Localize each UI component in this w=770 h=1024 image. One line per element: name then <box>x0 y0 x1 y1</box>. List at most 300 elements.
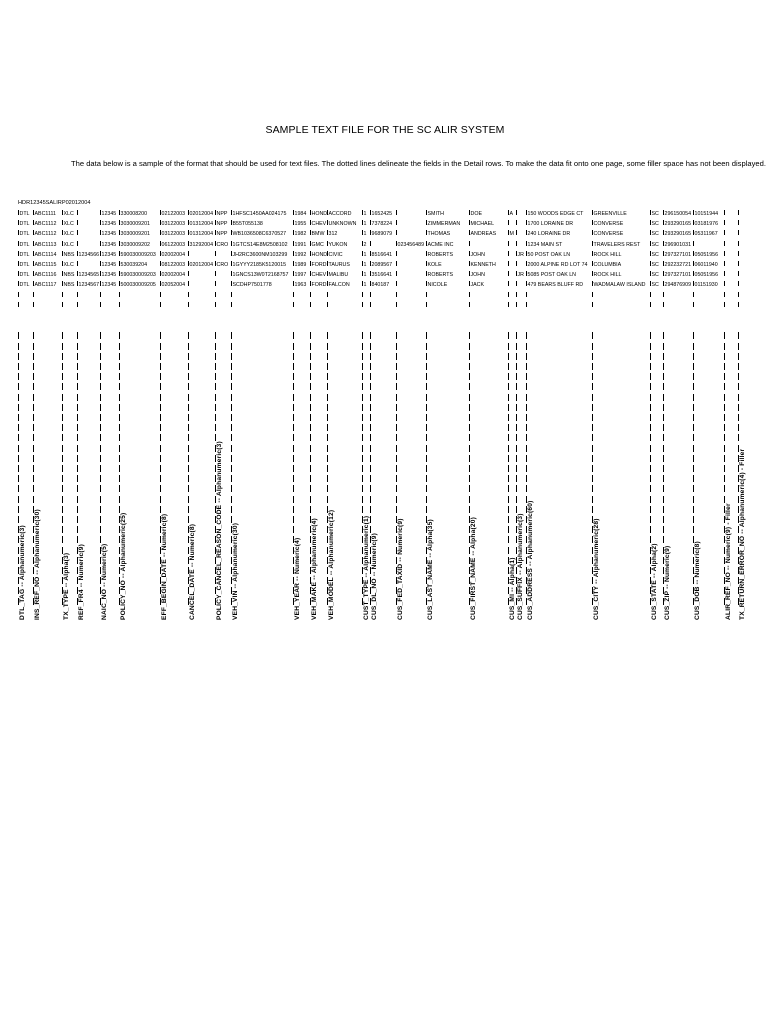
field-delimiter <box>469 496 470 503</box>
table-cell: 5085 POST OAK LN <box>527 272 576 279</box>
field-delimiter <box>370 241 371 246</box>
field-delimiter <box>119 251 120 256</box>
field-label: POLICY_NO -- Alphanumeric(25) <box>120 512 127 620</box>
field-delimiter <box>426 445 427 452</box>
field-delimiter <box>231 434 232 441</box>
table-cell: ACME INC <box>427 241 454 248</box>
field-delimiter <box>62 281 63 286</box>
table-cell: ABC1114 <box>34 251 57 258</box>
field-delimiter <box>592 261 593 266</box>
field-delimiter <box>469 506 470 513</box>
field-delimiter <box>310 404 311 411</box>
field-delimiter <box>592 475 593 482</box>
table-cell: YUKON <box>328 241 348 248</box>
field-delimiter <box>160 343 161 350</box>
field-delimiter <box>293 343 294 350</box>
field-delimiter <box>160 220 161 225</box>
field-delimiter <box>516 424 517 431</box>
field-delimiter <box>650 516 651 523</box>
field-delimiter <box>516 230 517 235</box>
field-delimiter <box>469 302 470 307</box>
field-delimiter <box>100 251 101 256</box>
field-delimiter <box>516 414 517 421</box>
field-delimiter <box>426 414 427 421</box>
field-delimiter <box>362 434 363 441</box>
field-delimiter <box>62 536 63 543</box>
field-delimiter <box>119 434 120 441</box>
field-delimiter <box>160 434 161 441</box>
field-delimiter <box>231 394 232 401</box>
table-cell: ABC1117 <box>34 282 57 289</box>
field-delimiter <box>526 465 527 472</box>
field-delimiter <box>370 292 371 297</box>
field-delimiter <box>77 445 78 452</box>
field-delimiter <box>62 394 63 401</box>
field-delimiter <box>119 455 120 462</box>
field-delimiter <box>526 394 527 401</box>
field-delimiter <box>508 281 509 286</box>
field-delimiter <box>469 465 470 472</box>
field-delimiter <box>370 383 371 390</box>
table-cell: 292232721 <box>664 262 692 268</box>
field-delimiter <box>469 394 470 401</box>
table-cell: 296150054 <box>664 211 692 217</box>
field-delimiter <box>650 363 651 370</box>
field-delimiter <box>327 241 328 246</box>
field-delimiter <box>426 353 427 360</box>
table-cell: JH2RC3600NM103299 <box>232 251 288 258</box>
field-delimiter <box>119 281 120 286</box>
table-cell: FORD <box>311 282 327 289</box>
table-cell: DTL <box>19 251 30 258</box>
field-delimiter <box>231 241 232 246</box>
field-delimiter <box>100 353 101 360</box>
field-delimiter <box>119 465 120 472</box>
field-delimiter <box>370 271 371 276</box>
field-delimiter <box>100 475 101 482</box>
field-delimiter <box>724 445 725 452</box>
field-delimiter <box>426 292 427 297</box>
field-delimiter <box>310 220 311 225</box>
field-delimiter <box>426 455 427 462</box>
field-delimiter <box>426 343 427 350</box>
field-delimiter <box>18 363 19 370</box>
field-delimiter <box>188 353 189 360</box>
field-delimiter <box>293 516 294 523</box>
table-cell: 2000 ALPINE RD LOT 74 <box>527 262 588 268</box>
field-delimiter <box>231 332 232 339</box>
field-label: CUS_FIRST_NAME -- Alpha(20) <box>470 517 477 620</box>
table-cell: 06011940 <box>694 262 718 268</box>
field-delimiter <box>738 353 739 360</box>
field-delimiter <box>119 424 120 431</box>
field-delimiter <box>18 261 19 266</box>
table-cell: SC <box>651 211 659 217</box>
field-delimiter <box>370 210 371 215</box>
field-delimiter <box>18 373 19 380</box>
field-delimiter <box>77 414 78 421</box>
field-delimiter <box>663 516 664 523</box>
field-delimiter <box>100 394 101 401</box>
field-delimiter <box>396 241 397 246</box>
field-delimiter <box>516 383 517 390</box>
field-delimiter <box>160 353 161 360</box>
field-delimiter <box>724 485 725 492</box>
field-delimiter <box>426 241 427 246</box>
field-delimiter <box>310 281 311 286</box>
field-delimiter <box>160 506 161 513</box>
field-delimiter <box>693 373 694 380</box>
field-delimiter <box>293 332 294 339</box>
field-delimiter <box>293 485 294 492</box>
field-delimiter <box>426 332 427 339</box>
field-delimiter <box>526 241 527 246</box>
field-delimiter <box>188 271 189 276</box>
field-delimiter <box>592 455 593 462</box>
field-label: TX_TYPE -- Alpha(3) <box>63 552 70 620</box>
field-delimiter <box>18 414 19 421</box>
field-delimiter <box>592 465 593 472</box>
table-cell: 1 <box>363 221 367 228</box>
field-delimiter <box>160 230 161 235</box>
field-delimiter <box>188 292 189 297</box>
field-label: TX_RETURN_ERROR_NO -- Alphanumeric(4) - Filler <box>739 448 746 620</box>
field-delimiter <box>327 373 328 380</box>
field-delimiter <box>738 414 739 421</box>
field-delimiter <box>160 414 161 421</box>
field-delimiter <box>693 220 694 225</box>
table-cell: NPP <box>216 231 228 238</box>
table-cell: CRO <box>216 262 229 268</box>
field-delimiter <box>693 445 694 452</box>
field-delimiter <box>508 465 509 472</box>
field-delimiter <box>508 445 509 452</box>
field-delimiter <box>508 230 509 235</box>
field-delimiter <box>188 241 189 246</box>
field-delimiter <box>370 363 371 370</box>
field-delimiter <box>370 424 371 431</box>
field-delimiter <box>33 271 34 276</box>
field-delimiter <box>650 251 651 256</box>
field-delimiter <box>160 251 161 256</box>
field-delimiter <box>77 230 78 235</box>
field-delimiter <box>724 496 725 503</box>
field-delimiter <box>100 332 101 339</box>
field-delimiter <box>592 271 593 276</box>
field-delimiter <box>327 496 328 503</box>
field-delimiter <box>215 210 216 215</box>
field-delimiter <box>188 445 189 452</box>
field-delimiter <box>33 485 34 492</box>
table-cell: 50 POST OAK LN <box>527 251 571 258</box>
field-delimiter <box>188 363 189 370</box>
field-delimiter <box>77 434 78 441</box>
table-cell: JACK <box>470 282 485 289</box>
field-delimiter <box>426 383 427 390</box>
field-delimiter <box>526 373 527 380</box>
field-delimiter <box>231 404 232 411</box>
field-delimiter <box>370 434 371 441</box>
page-title: SAMPLE TEXT FILE FOR THE SC ALIR SYSTEM <box>265 124 505 136</box>
table-cell: 3030009202 <box>120 241 150 248</box>
field-delimiter <box>160 455 161 462</box>
field-delimiter <box>231 424 232 431</box>
field-delimiter <box>310 292 311 297</box>
table-cell: TAURUS <box>328 262 350 268</box>
field-delimiter <box>526 404 527 411</box>
table-cell: 1 <box>363 272 367 279</box>
field-delimiter <box>119 445 120 452</box>
field-delimiter <box>650 353 651 360</box>
field-delimiter <box>370 516 371 523</box>
table-cell: 01312004 <box>189 231 214 238</box>
table-cell: 1 <box>363 282 367 289</box>
field-label: CUS_DOB -- Numeric(8) <box>694 541 701 620</box>
field-delimiter <box>188 455 189 462</box>
field-delimiter <box>215 271 216 276</box>
table-cell: JR <box>517 272 524 279</box>
field-delimiter <box>516 241 517 246</box>
field-delimiter <box>215 261 216 266</box>
field-delimiter <box>18 220 19 225</box>
field-delimiter <box>370 373 371 380</box>
table-cell: A <box>509 211 514 217</box>
table-cell: 1234567 <box>78 282 100 289</box>
field-delimiter <box>100 445 101 452</box>
field-delimiter <box>426 434 427 441</box>
table-cell: 01312004 <box>189 221 214 228</box>
field-delimiter <box>18 271 19 276</box>
field-delimiter <box>33 414 34 421</box>
field-delimiter <box>215 292 216 297</box>
field-label: VEH_YEAR -- Numeric(4) <box>294 537 301 620</box>
field-delimiter <box>526 230 527 235</box>
table-cell: 3030009201 <box>120 221 150 228</box>
table-cell: ACCORD <box>328 211 352 217</box>
field-delimiter <box>738 251 739 256</box>
table-cell: 1234565 <box>78 272 100 279</box>
field-delimiter <box>362 485 363 492</box>
field-label: CUS_CITY -- Alphanumeric(28) <box>593 518 600 620</box>
field-delimiter <box>62 220 63 225</box>
intro-paragraph: The data below is a sample of the format that should be used for text files. The dotted lines delineate the fields in the Detail rows. To make the data fit onto one page, some filler space has not been displayed. <box>71 159 766 168</box>
field-label: CUS_DL_NO -- Numeric(9) <box>371 532 378 620</box>
field-delimiter <box>508 271 509 276</box>
table-cell: 1234566 <box>78 251 100 258</box>
field-label: VEH_VIN -- Alphanumeric(30) <box>232 522 239 620</box>
field-delimiter <box>310 343 311 350</box>
field-delimiter <box>188 424 189 431</box>
table-cell: 1963 <box>294 282 307 289</box>
table-cell: 1700 LORAINE DR <box>527 221 574 228</box>
field-delimiter <box>592 394 593 401</box>
field-delimiter <box>62 251 63 256</box>
field-delimiter <box>77 465 78 472</box>
field-delimiter <box>293 271 294 276</box>
field-delimiter <box>231 506 232 513</box>
field-delimiter <box>693 485 694 492</box>
field-delimiter <box>62 302 63 307</box>
field-delimiter <box>119 373 120 380</box>
field-delimiter <box>724 475 725 482</box>
field-delimiter <box>362 404 363 411</box>
field-delimiter <box>663 220 664 225</box>
field-delimiter <box>469 353 470 360</box>
field-delimiter <box>293 475 294 482</box>
field-delimiter <box>469 455 470 462</box>
field-delimiter <box>396 496 397 503</box>
field-delimiter <box>18 343 19 350</box>
field-delimiter <box>516 434 517 441</box>
field-delimiter <box>526 353 527 360</box>
field-label: EFF_BEGIN_DATE -- Numeric(8) <box>161 513 168 620</box>
table-cell: 02052004 <box>161 282 186 289</box>
field-delimiter <box>215 343 216 350</box>
field-delimiter <box>18 404 19 411</box>
field-delimiter <box>724 363 725 370</box>
field-delimiter <box>215 414 216 421</box>
field-delimiter <box>426 261 427 266</box>
field-delimiter <box>62 343 63 350</box>
field-delimiter <box>327 251 328 256</box>
field-delimiter <box>119 343 120 350</box>
field-delimiter <box>77 404 78 411</box>
table-cell: 1GTCS14E8M2508102 <box>232 241 288 248</box>
table-cell: DTL <box>19 272 30 279</box>
field-delimiter <box>310 332 311 339</box>
field-delimiter <box>33 241 34 246</box>
table-cell: KENNETH <box>470 262 496 268</box>
field-label: CANCEL_DATE -- Numeric(8) <box>189 523 196 620</box>
field-delimiter <box>396 394 397 401</box>
field-delimiter <box>293 526 294 533</box>
field-delimiter <box>293 414 294 421</box>
table-cell: ROCK HILL <box>593 272 622 279</box>
field-delimiter <box>188 343 189 350</box>
field-delimiter <box>188 414 189 421</box>
field-delimiter <box>650 271 651 276</box>
field-delimiter <box>526 455 527 462</box>
field-delimiter <box>650 230 651 235</box>
field-delimiter <box>293 281 294 286</box>
table-cell: 05051956 <box>694 251 719 258</box>
field-delimiter <box>33 230 34 235</box>
field-delimiter <box>100 271 101 276</box>
table-cell: 312 <box>328 231 338 238</box>
field-delimiter <box>592 302 593 307</box>
field-delimiter <box>370 302 371 307</box>
field-delimiter <box>310 373 311 380</box>
field-delimiter <box>508 455 509 462</box>
table-cell: KOLE <box>427 262 442 268</box>
table-cell: 1652425 <box>371 211 393 217</box>
field-delimiter <box>77 343 78 350</box>
field-delimiter <box>516 485 517 492</box>
field-delimiter <box>293 373 294 380</box>
field-delimiter <box>370 414 371 421</box>
field-delimiter <box>693 434 694 441</box>
field-delimiter <box>650 496 651 503</box>
table-cell: CONVERSE <box>593 231 624 238</box>
table-cell: 150 WOODS EDGE CT <box>527 211 584 217</box>
field-delimiter <box>526 271 527 276</box>
field-delimiter <box>160 404 161 411</box>
field-delimiter <box>293 445 294 452</box>
field-delimiter <box>663 496 664 503</box>
field-delimiter <box>508 241 509 246</box>
field-delimiter <box>362 343 363 350</box>
field-delimiter <box>370 394 371 401</box>
field-delimiter <box>100 373 101 380</box>
field-delimiter <box>310 241 311 246</box>
field-delimiter <box>592 363 593 370</box>
field-delimiter <box>327 210 328 215</box>
field-delimiter <box>62 230 63 235</box>
field-delimiter <box>663 230 664 235</box>
field-delimiter <box>508 516 509 523</box>
field-delimiter <box>650 373 651 380</box>
field-delimiter <box>469 241 470 246</box>
field-delimiter <box>160 373 161 380</box>
field-delimiter <box>119 302 120 307</box>
field-delimiter <box>100 241 101 246</box>
table-cell: 1992 <box>294 251 307 258</box>
field-delimiter <box>526 210 527 215</box>
field-delimiter <box>327 414 328 421</box>
field-delimiter <box>119 271 120 276</box>
field-delimiter <box>100 343 101 350</box>
field-delimiter <box>724 210 725 215</box>
field-delimiter <box>231 363 232 370</box>
field-delimiter <box>77 475 78 482</box>
field-delimiter <box>362 261 363 266</box>
field-delimiter <box>327 271 328 276</box>
field-delimiter <box>508 251 509 256</box>
field-delimiter <box>33 445 34 452</box>
field-delimiter <box>508 343 509 350</box>
table-cell: HOND <box>311 211 328 217</box>
field-delimiter <box>362 210 363 215</box>
field-delimiter <box>327 292 328 297</box>
field-delimiter <box>215 404 216 411</box>
field-delimiter <box>396 465 397 472</box>
field-delimiter <box>231 343 232 350</box>
field-delimiter <box>310 383 311 390</box>
field-delimiter <box>327 220 328 225</box>
table-cell: 31292004 <box>189 241 214 248</box>
field-delimiter <box>693 404 694 411</box>
field-delimiter <box>33 261 34 266</box>
field-delimiter <box>370 251 371 256</box>
field-delimiter <box>119 485 120 492</box>
field-delimiter <box>18 516 19 523</box>
field-delimiter <box>516 394 517 401</box>
field-label: CUST_TYPE -- Alphanumeric(1) <box>363 515 370 620</box>
field-delimiter <box>119 394 120 401</box>
table-cell: ABC1112 <box>34 231 57 238</box>
field-delimiter <box>516 363 517 370</box>
field-delimiter <box>231 445 232 452</box>
field-delimiter <box>293 506 294 513</box>
field-delimiter <box>516 496 517 503</box>
table-cell: 3030009201 <box>120 231 150 238</box>
table-cell: XLC <box>63 231 74 238</box>
table-cell: TRAVELERS REST <box>593 241 641 248</box>
field-delimiter <box>160 292 161 297</box>
field-delimiter <box>663 363 664 370</box>
table-cell: THOMAS <box>427 231 451 238</box>
field-delimiter <box>469 292 470 297</box>
